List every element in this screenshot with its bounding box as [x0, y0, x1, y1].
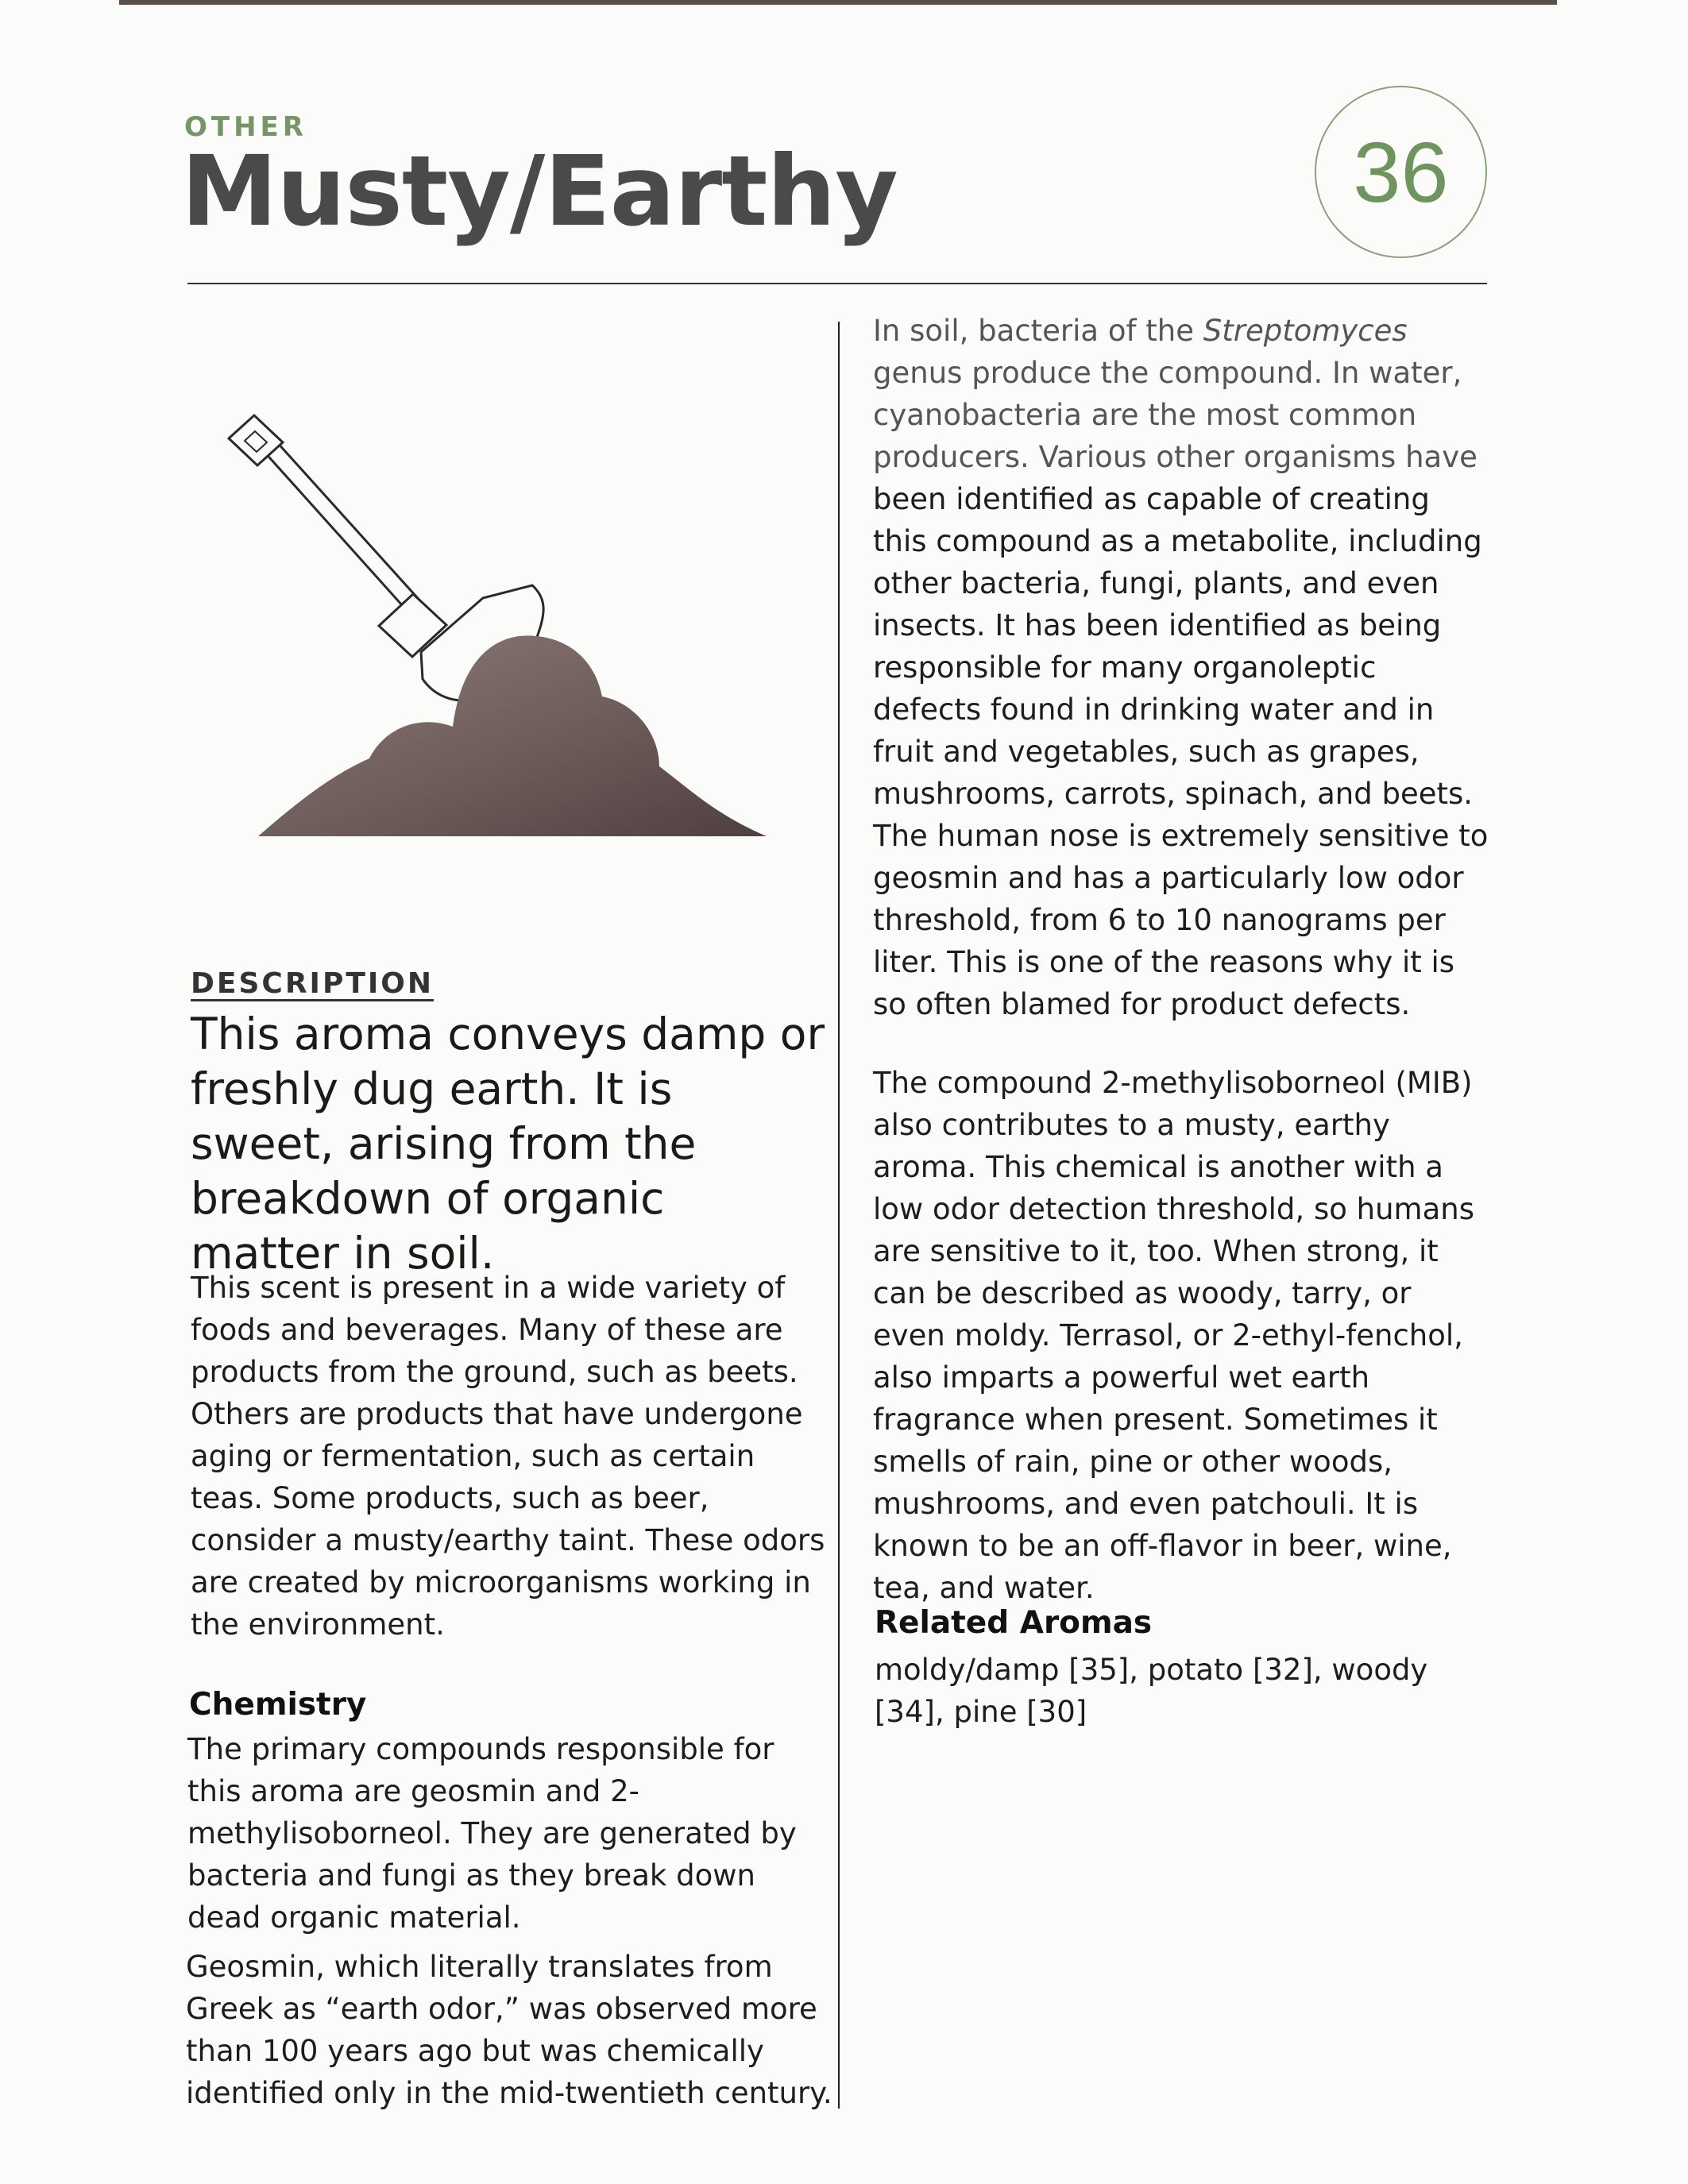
- page-number: 36: [1353, 124, 1449, 220]
- page-edge-shadow: [119, 0, 1557, 5]
- paragraph3-mid: genus produce the compound. In water, cyanobacteria are the most common producers. Various other organisms have: [873, 356, 1477, 474]
- description-lead: This aroma conveys damp or freshly dug earth. It is sweet, arising from the breakdown of organic matter in soil.: [191, 1009, 825, 1279]
- related-aromas-list: moldy/damp [35], potato [32], woody [34], pine [30]: [875, 1653, 1428, 1729]
- description-paragraph: This scent is present in a wide variety of foods and beverages. Many of these are products from the ground, such as beets. Others are products that have undergone aging or fermentation, such as certain teas. Some products, such as beer, consider a musty/earthy taint. These odors are created by microorganisms working in the environment.: [191, 1271, 825, 1642]
- column-divider: [838, 322, 840, 2109]
- dirt-mound: [258, 635, 767, 836]
- paragraph3-genus: Streptomyces: [1203, 314, 1408, 348]
- related-aromas-heading: Related Aromas: [875, 1605, 1153, 1641]
- page-title: Musty/Earthy: [181, 135, 898, 248]
- category-label: OTHER: [184, 111, 307, 143]
- shovel-in-dirt-mound-icon: [214, 401, 778, 850]
- shovel-shaft: [256, 433, 423, 614]
- page-number-badge: [1315, 86, 1487, 258]
- paragraph3-rest: been identified as capable of creating this compound as a metabolite, including other bacteria, fungi, plants, and even insects. It has been identified as being responsible for many organoleptic defects found in drinking water and in fruit and vegetables, such as grapes, mushrooms, carrots, spinach, and beets. The human nose is extremely sensitive to geosmin and has a particularly low odor threshold, from 6 to 10 nanograms per liter. This is one of the reasons why it is so often blamed for product defects.: [873, 482, 1489, 1021]
- chemistry-paragraph-3: [873, 310, 1493, 1025]
- chemistry-paragraph-4: The compound 2-methylisoborneol (MIB) also contributes to a musty, earthy aroma. This chemical is another with a low odor detection threshold, so humans are sensitive to it, too. When strong, it can be described as woody, tarry, or even moldy. Terrasol, or 2-ethyl-fenchol, also imparts a powerful wet earth fragrance when present. Sometimes it smells of rain, pine or other woods, mushrooms, and even patchouli. It is known to be an off-flavor in beer, wine, tea, and water.: [873, 1066, 1474, 1605]
- paragraph3-lead-in: In soil, bacteria of the: [873, 314, 1203, 348]
- chemistry-paragraph-2: Geosmin, which literally translates from Greek as “earth odor,” was observed more than 100 years ago but was chemically identified only in the mid-twentieth century.: [186, 1950, 832, 2110]
- chemistry-heading: Chemistry: [189, 1687, 367, 1723]
- description-label: DESCRIPTION: [191, 967, 435, 1000]
- chemistry-paragraph-1: The primary compounds responsible for this aroma are geosmin and 2-methylisoborneol. They are generated by bacteria and fungi as they break down dead organic material.: [187, 1732, 797, 1935]
- header-divider: [187, 283, 1487, 284]
